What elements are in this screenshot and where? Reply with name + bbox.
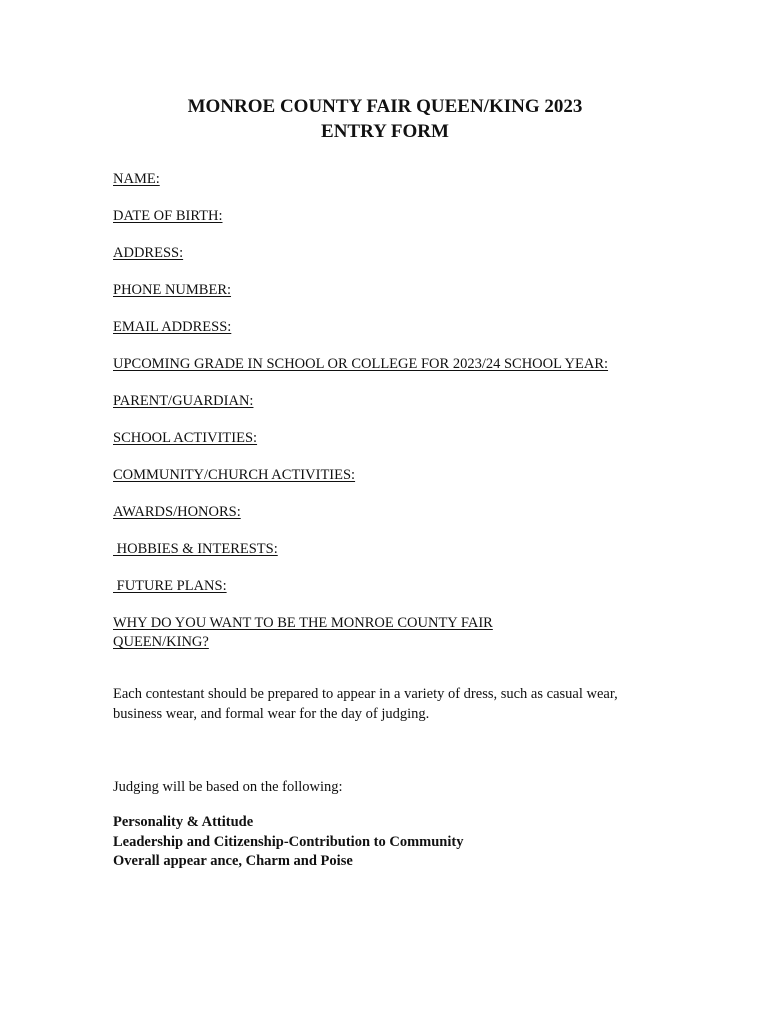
dress-note: Each contestant should be prepared to appear in a variety of dress, such as casual wear, business wear, and formal wear for the day of judging. <box>113 686 618 722</box>
field-label: PHONE NUMBER: <box>113 282 232 298</box>
judging-intro: Judging will be based on the following: <box>113 779 343 795</box>
field-address[interactable] <box>113 244 673 262</box>
field-community-church-activities[interactable] <box>113 466 673 484</box>
form-title-line-2: ENTRY FORM <box>321 121 449 142</box>
field-label: PARENT/GUARDIAN: <box>113 393 254 409</box>
entry-fields <box>113 170 673 652</box>
criterion-item: Overall appear ance, Charm and Poise <box>113 853 353 869</box>
field-awards-honors[interactable] <box>113 503 673 521</box>
field-label: ADDRESS: <box>113 245 184 261</box>
field-future-plans[interactable] <box>113 577 673 595</box>
field-label: NAME: <box>113 171 160 187</box>
field-label: SCHOOL ACTIVITIES: <box>113 430 258 446</box>
field-school-activities[interactable] <box>113 429 673 447</box>
field-label: DATE OF BIRTH: <box>113 208 223 224</box>
field-upcoming-grade[interactable] <box>113 355 673 373</box>
field-date-of-birth[interactable] <box>113 207 673 225</box>
criterion-item: Leadership and Citizenship-Contribution to Community <box>113 833 464 850</box>
field-label: FUTURE PLANS: <box>113 578 227 594</box>
field-why-queen-king[interactable]: WHY DO YOU WANT TO BE THE MONROE COUNTY FAIR QUEEN/KING? <box>113 615 493 650</box>
field-label: UPCOMING GRADE IN SCHOOL OR COLLEGE FOR 2023/24 SCHOOL YEAR: <box>113 356 609 372</box>
form-title-line-1: MONROE COUNTY FAIR QUEEN/KING 2023 <box>187 96 583 117</box>
field-phone-number[interactable] <box>113 281 673 299</box>
judging-criteria-list <box>113 813 463 872</box>
field-hobbies-interests[interactable] <box>113 540 673 558</box>
field-name[interactable] <box>113 170 673 188</box>
field-label: HOBBIES & INTERESTS: <box>113 541 278 557</box>
field-email-address[interactable] <box>113 318 673 336</box>
field-label: EMAIL ADDRESS: <box>113 319 232 335</box>
criterion-item: Personality & Attitude <box>113 814 254 830</box>
field-parent-guardian[interactable] <box>113 392 673 410</box>
form-title <box>0 94 770 144</box>
field-label: COMMUNITY/CHURCH ACTIVITIES: <box>113 467 356 483</box>
field-label: AWARDS/HONORS: <box>113 504 241 520</box>
